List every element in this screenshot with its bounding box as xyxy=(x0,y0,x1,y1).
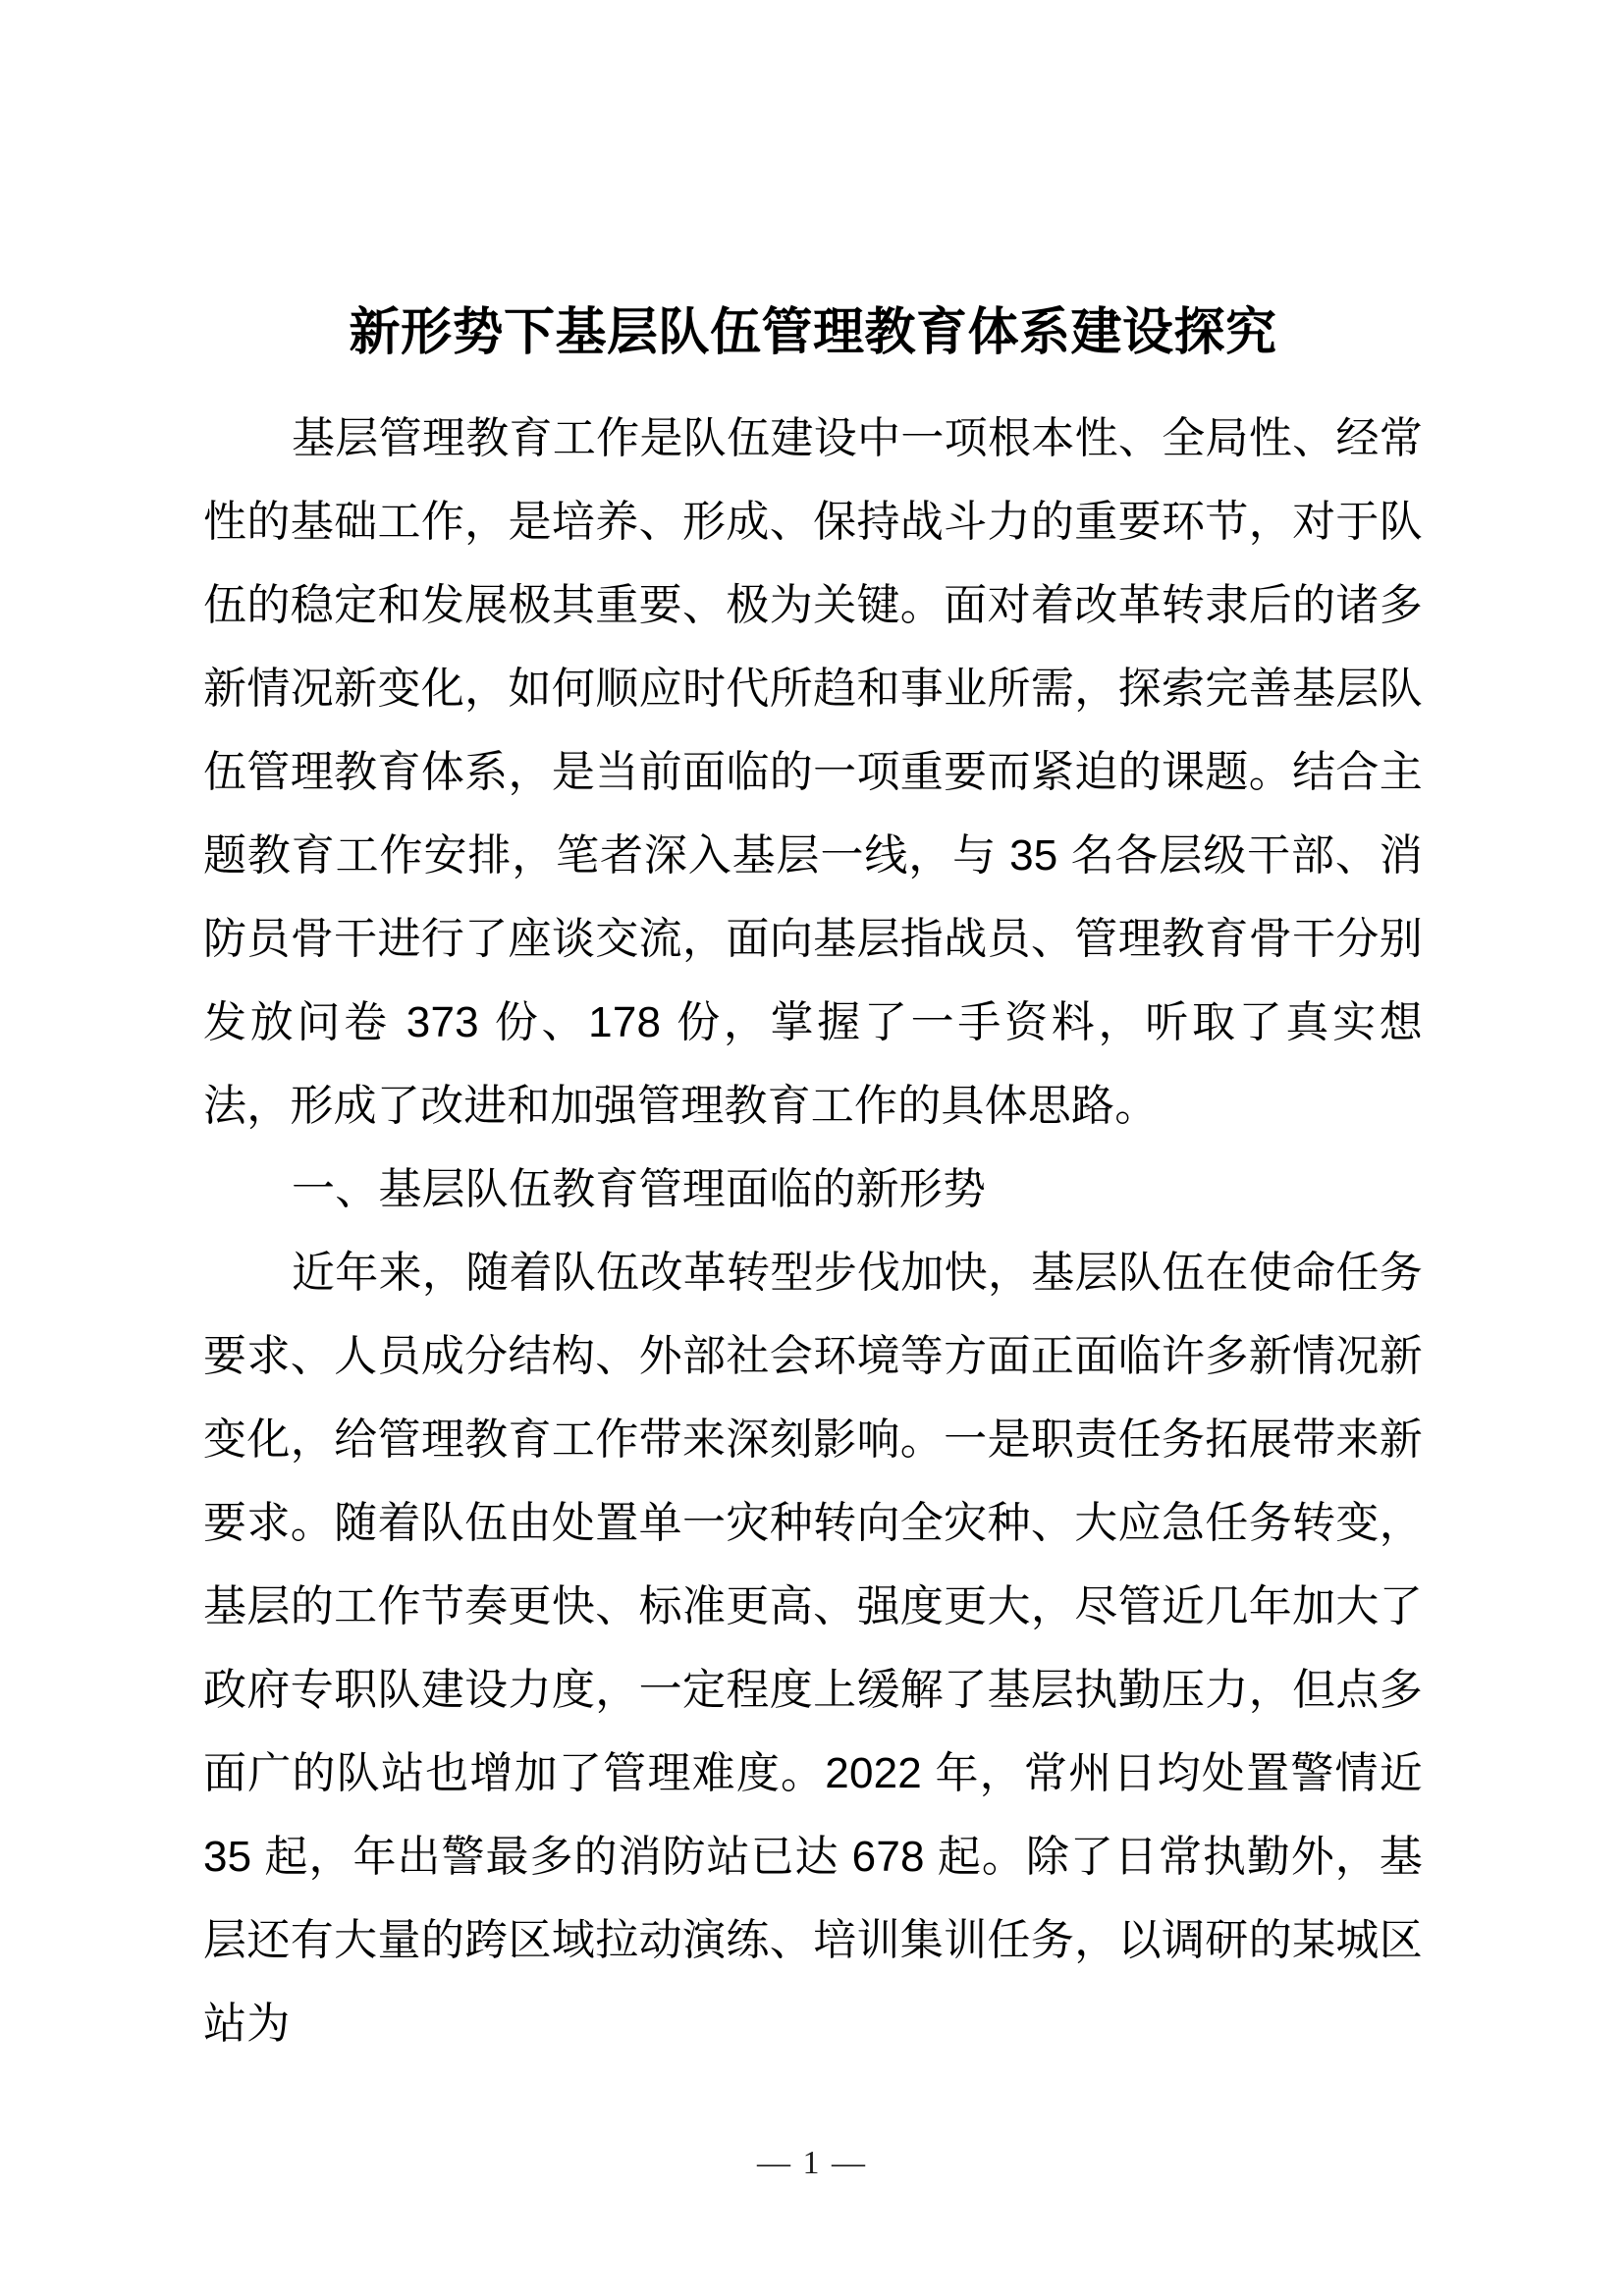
section-heading-1: 一、基层队伍教育管理面临的新形势 xyxy=(292,1165,987,1213)
body-paragraph-1: 基层管理教育工作是队伍建设中一项根本性、全局性、经常性的基础工作，是培养、形成、保持战斗力的重要环节，对于队伍的稳定和发展极其重要、极为关键。面对着改革转隶后的诸多新情况新变化，如何顺应时代所趋和事业所需，探索完善基层队伍管理教育体系，是当前面临的一项重要而紧迫的课题。结合主题教育工作安排，笔者深入基层一线，与 35 名各层级干部、消防员骨干进行了座谈交流，面向基层指战员、管理教育骨干分别发放问卷 373 份、178 份，掌握了一手资料，听取了真实想法，形成了改进和加强管理教育工作的具体思路。 xyxy=(203,414,1423,1130)
page-number-footer: — 1 — xyxy=(757,2145,867,2181)
body-paragraph-2: 近年来，随着队伍改革转型步伐加快，基层队伍在使命任务要求、人员成分结构、外部社会环境等方面正面临许多新情况新变化，给管理教育工作带来深刻影响。一是职责任务拓展带来新要求。随着队伍由处置单一灾种转向全灾种、大应急任务转变，基层的工作节奏更快、标准更高、强度更大，尽管近几年加大了政府专职队建设力度，一定程度上缓解了基层执勤压力，但点多面广的队站也增加了管理难度。2022 年，常州日均处置警情近 35 起，年出警最多的消防站已达 678 起。除了日常执勤外，基层还有大量的跨区域拉动演练、培训集训任务，以调研的某城区站为 xyxy=(203,1249,1423,2048)
page-title: 新形势下基层队伍管理教育体系建设探究 xyxy=(349,304,1277,361)
document-content xyxy=(203,294,1423,2065)
